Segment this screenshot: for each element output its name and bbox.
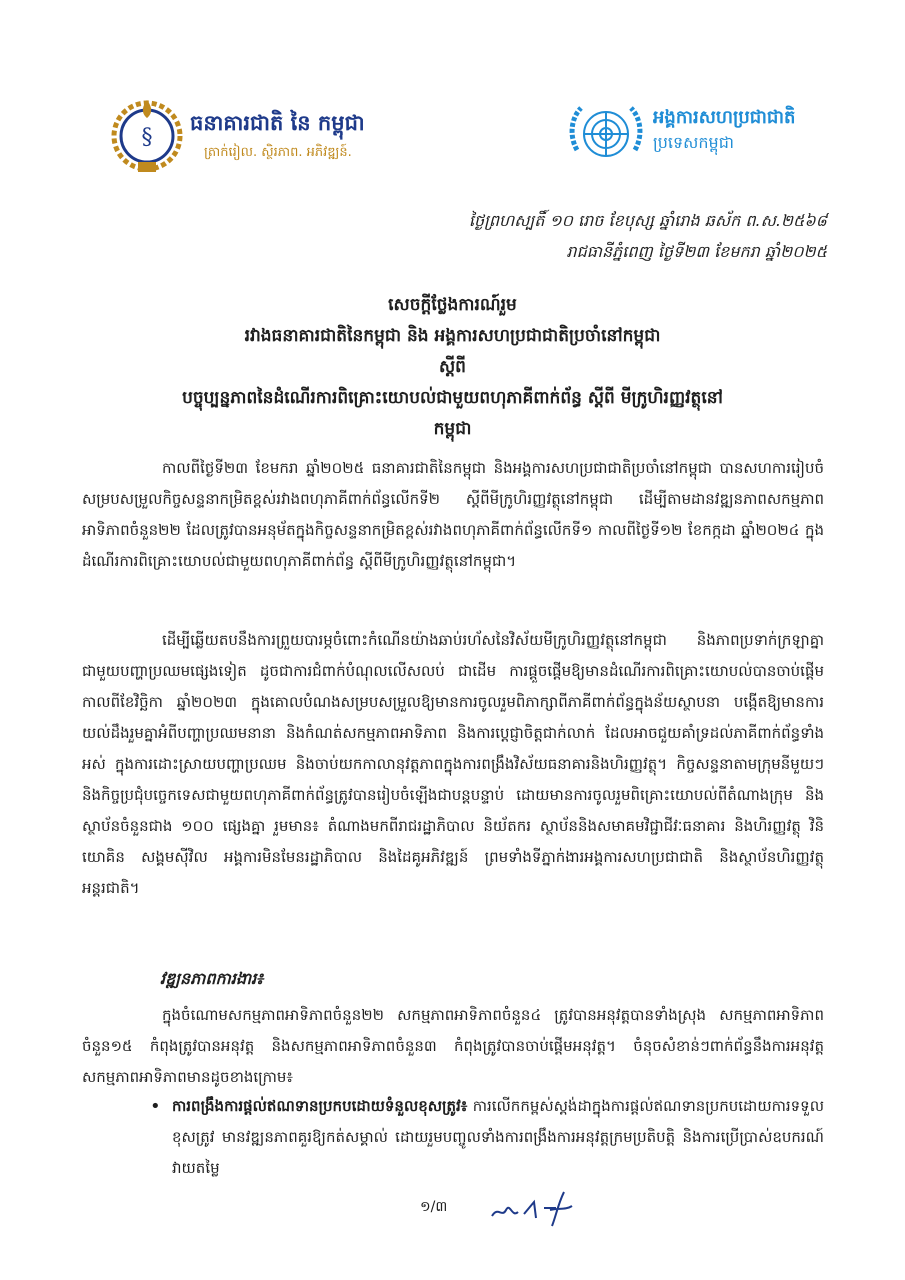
un-name: អង្គការសហប្រជាជាតិ bbox=[653, 107, 796, 128]
un-logo bbox=[565, 100, 865, 180]
document-title bbox=[80, 290, 825, 445]
paragraph-3: ក្នុងចំណោមសកម្មភាពអាទិភាពចំនួន២២ សកម្មភាពអាទិភាពចំនួន៤ ត្រូវបានអនុវត្តបានទាំងស្រុង សកម្មភាពអាទិភាពចំនួន១៥ កំពុងត្រូវបានអនុវត្ត និងសកម្មភាពអាទិភាពចំនួន៣ កំពុងត្រូវបានចាប់ផ្ដើមអនុវត្ត។ ចំនុចសំខាន់ៗពាក់ព័ន្ធនឹងការអនុវត្តសកម្មភាពអាទិភាពមានដូចខាងក្រោម៖ bbox=[82, 1006, 824, 1086]
date-block bbox=[469, 205, 827, 267]
initials-signature-icon bbox=[488, 1188, 578, 1228]
page-number: ១/៣ bbox=[420, 1199, 448, 1215]
svg-text:§: § bbox=[141, 125, 153, 150]
un-emblem-icon bbox=[565, 100, 647, 170]
title-line-5: កម្ពុជា bbox=[433, 419, 472, 439]
bullet-title: ការពង្រឹងការផ្ដល់ឥណទានប្រកបដោយទំនួលខុសត្រូវ៖ bbox=[172, 1097, 468, 1115]
bullet-body: ការលើកកម្ពស់ស្តង់ដាក្នុងការផ្ដល់ឥណទានប្រកបដោយការទទួលខុសត្រូវ មានវឌ្ឍនភាពគួរឱ្យកត់សម្គាល់ ដោយរួមបញ្ចូលទាំងការពង្រឹងការអនុវត្តក្រមប្រតិបត្តិ និងការប្រើប្រាស់ឧបករណ៍វាយតម្លៃ bbox=[172, 1097, 824, 1177]
nbc-name: ធនាគារជាតិ នៃ កម្ពុជា bbox=[190, 111, 365, 135]
bullet-text bbox=[172, 1091, 824, 1184]
title-line-2: រវាងធនាគារជាតិនៃកម្ពុជា និង អង្គការសហប្រជាជាតិប្រចាំនៅកម្ពុជា bbox=[244, 326, 661, 346]
solar-date: រាជធានីភ្នំពេញ ថ្ងៃទី២៣ ខែមករា ឆ្នាំ២០២៥ bbox=[566, 242, 827, 261]
nbc-emblem-icon bbox=[108, 92, 186, 180]
paragraph-2: ដើម្បីឆ្លើយតបនឹងការព្រួយបារម្ភចំពោះកំណើនយ៉ាងឆាប់រហ័សនៃវិស័យមីក្រូហិរញ្ញវត្ថុនៅកម្ពុជា និងភាពប្រទាក់ក្រឡាគ្នាជាមួយបញ្ហាប្រឈមផ្សេងទៀត ដូចជាការជំពាក់បំណុលលើសលប់ ជាដើម ការផ្ដួចផ្ដើមឱ្យមានដំណើរការពិគ្រោះយោបល់បានចាប់ផ្ដើមកាលពីខែវិច្ឆិកា ឆ្នាំ២០២៣ ក្នុងគោលបំណងសម្របសម្រួលឱ្យមានការចូលរួមពិភាក្សាពីភាគីពាក់ព័ន្ធក្នុងន័យស្ថាបនា បង្កើតឱ្យមានការយល់ដឹងរួមគ្នាអំពីបញ្ហាប្រឈមនានា និងកំណត់សកម្មភាពអាទិភាព និងការប្ដេជ្ញាចិត្តជាក់លាក់ ដែលអាចជួយគាំទ្រដល់ភាគីពាក់ព័ន្ធទាំងអស់ ក្នុងការដោះស្រាយបញ្ហាប្រឈម និងចាប់យកកាលានុវត្តភាពក្នុងការពង្រឹងវិស័យធនាគារនិងហិរញ្ញវត្ថុ។ កិច្ចសន្ទនាតាមក្រុមនីមួយៗ និងកិច្ចប្រជុំបច្ចេកទេសជាមួយពហុភាគីពាក់ព័ន្ធត្រូវបានរៀបចំឡើងជាបន្តបន្ទាប់ ដោយមានការចូលរួមពិគ្រោះយោបល់ពីតំណាងក្រុម និងស្ថាប័នចំនួនជាង ១០០ ផ្សេងគ្នា រួមមាន៖ តំណាងមកពីរាជរដ្ឋាភិបាល និយ័តករ ស្ថាប័ននិងសមាគមវិជ្ជាជីវៈធនាគារ និងហិរញ្ញវត្ថុ វិនិយោគិន សង្គមស៊ីវិល អង្គការមិនមែនរដ្ឋាភិបាល និងដៃគូអភិវឌ្ឍន៍ ព្រមទាំងទីភ្នាក់ងារអង្គការសហប្រជាជាតិ និងស្ថាប័នហិរញ្ញវត្ថុអន្តរជាតិ។ bbox=[82, 631, 824, 897]
paragraph-1: កាលពីថ្ងៃទី២៣ ខែមករា ឆ្នាំ២០២៥ ធនាគារជាតិនៃកម្ពុជា និងអង្គការសហប្រជាជាតិប្រចាំនៅកម្ពុជា បានសហការរៀបចំសម្របសម្រួលកិច្ចសន្ទនាកម្រិតខ្ពស់រវាងពហុភាគីពាក់ព័ន្ធលើកទី២ ស្ដីពីមីក្រូហិរញ្ញវត្ថុនៅកម្ពុជា ដើម្បីតាមដានវឌ្ឍនភាពសកម្មភាពអាទិភាពចំនួន២២ ដែលត្រូវបានអនុម័តក្នុងកិច្ចសន្ទនាកម្រិតខ្ពស់រវាងពហុភាគីពាក់ព័ន្ធលើកទី១ កាលពីថ្ងៃទី១២ ខែកក្កដា ឆ្នាំ២០២៤ ក្នុងដំណើរការពិគ្រោះយោបល់ជាមួយពហុភាគីពាក់ព័ន្ធ ស្ដីពីមីក្រូហិរញ្ញវត្ថុនៅកម្ពុជា។ bbox=[82, 459, 824, 570]
lunar-date: ថ្ងៃព្រហស្បតិ៍ ១០ រោច ខែបុស្ស ឆ្នាំរោង ឆស័ក ព.ស.២៥៦៨ bbox=[468, 211, 827, 230]
title-line-3: ស្ដីពី bbox=[439, 357, 466, 377]
un-subtitle: ប្រទេសកម្ពុជា bbox=[653, 133, 734, 152]
title-line-1: សេចក្ដីថ្លែងការណ៍រួម bbox=[388, 295, 517, 315]
nbc-logo bbox=[108, 92, 408, 182]
nbc-motto: ត្រាក់រៀល. ស្ថិរភាព. អភិវឌ្ឍន៍. bbox=[204, 145, 352, 160]
section-heading: វឌ្ឍនភាពការងារ៖ bbox=[160, 969, 264, 988]
title-line-4: បច្ចុប្បន្នភាពនៃដំណើរការពិគ្រោះយោបល់ជាមួយពហុភាគីពាក់ព័ន្ធ ស្ដីពី មីក្រូហិរញ្ញវត្ថុនៅ bbox=[182, 388, 723, 408]
bullet-item-1 bbox=[150, 1091, 824, 1184]
bullet-dot-icon: • bbox=[150, 1096, 161, 1117]
